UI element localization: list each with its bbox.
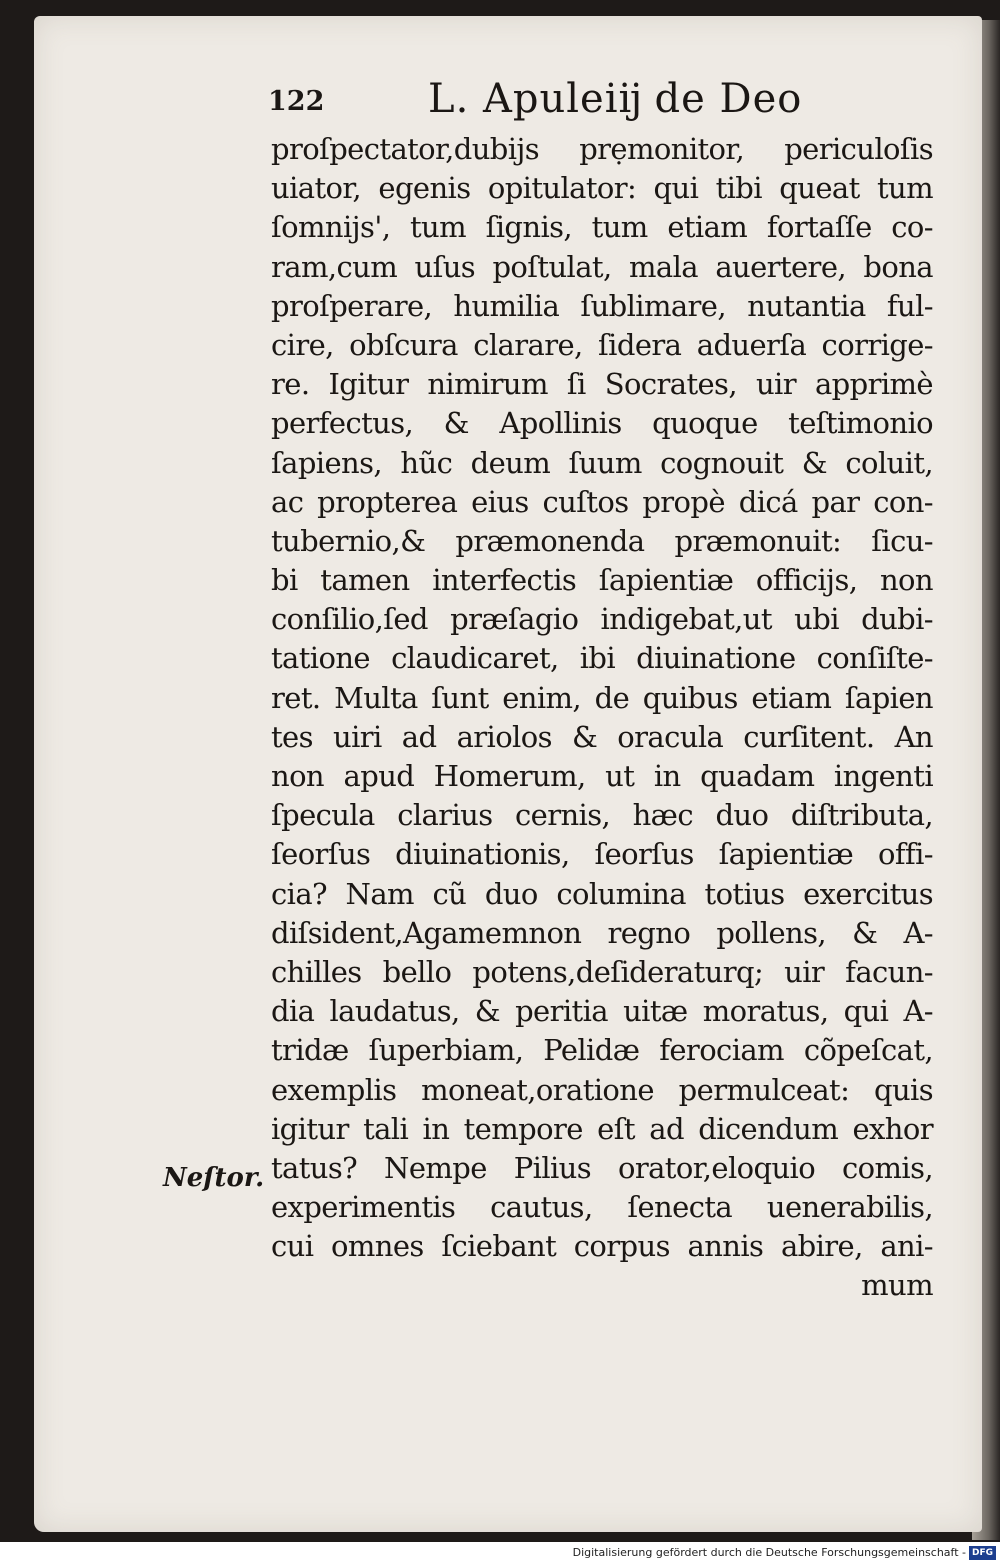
text-line: ſapiens, hũc deum ſuum cognouit & coluit, [271,445,933,480]
text-line: uiator, egenis opitulator: qui tibi queat tum [271,171,933,206]
text-line: chilles bello potens,deſideraturq; uir facun- [271,954,933,989]
body-text [271,130,933,1306]
text-line: ſomnijs', tum ſignis, tum etiam fortaſſe co- [271,210,933,245]
text-line: tatus? Nempe Pilius orator,eloquio comis, [271,1150,933,1185]
text-line: non apud Homerum, ut in quadam ingenti [271,759,933,793]
running-head: L. Apuleiĳ de Deo [428,76,803,122]
text-line: tes uiri ad ariolos & oracula curſitent. An [271,719,933,754]
text-line: perfectus, & Apollinis quoque teſtimonio [271,406,933,441]
text-line: exemplis moneat,oratione permulceat: quis [271,1072,933,1107]
text-line: proſpectator,dubijs prẹmonitor, periculoſis [271,132,933,166]
text-line: bi tamen interfectis ſapientiæ officijs, non [271,563,933,598]
text-line: ret. Multa ſunt enim, de quibus etiam ſapien [271,680,933,715]
digitization-footer [0,1542,1000,1565]
marginal-note: Neſtor. [163,1163,265,1193]
text-line: igitur tali in tempore eſt ad dicendum exhor [271,1111,933,1146]
text-line: ram,cum uſus poſtulat, mala auertere, bona [271,249,933,284]
funding-credit: Digitalisierung gefördert durch die Deutsche Forschungsgemeinschaft - [572,1546,966,1559]
text-line: ſeorſus diuinationis, ſeorſus ſapientiæ offi- [271,837,933,872]
text-line: tridæ ſuperbiam, Pelidæ ferociam cõpeſcat, [271,1033,933,1068]
text-line: cui omnes ſciebant corpus annis abire, ani- [271,1229,933,1264]
page-number: 122 [268,86,325,117]
text-line: tatione claudicaret, ibi diuinatione conſiſte- [271,641,933,676]
text-line: conſilio,ſed præſagio indigebat,ut ubi dubi- [271,602,933,637]
dfg-logo-icon: DFG [969,1546,996,1560]
text-line: ſpecula clarius cernis, hæc duo diſtributa, [271,798,933,833]
text-line: diſsident,Agamemnon regno pollens, & A- [271,915,933,950]
text-line: ac propterea eius cuſtos propè dicá par con- [271,484,933,519]
catchword: mum [861,1268,933,1303]
text-line: proſperare, humilia ſublimare, nutantia ful- [271,288,933,323]
text-line: experimentis cautus, ſenecta uenerabilis, [271,1190,933,1225]
text-line: cire, obſcura clarare, ſidera aduerſa corrige- [271,327,933,362]
text-line: cia? Nam cũ duo columina totius exercitus [271,876,933,911]
text-line: re. Igitur nimirum ſi Socrates, uir apprimè [271,367,933,402]
text-line: dia laudatus, & peritia uitæ moratus, qui A- [271,994,933,1029]
text-line: tubernio,& præmonenda præmonuit: ſicu- [271,523,933,558]
